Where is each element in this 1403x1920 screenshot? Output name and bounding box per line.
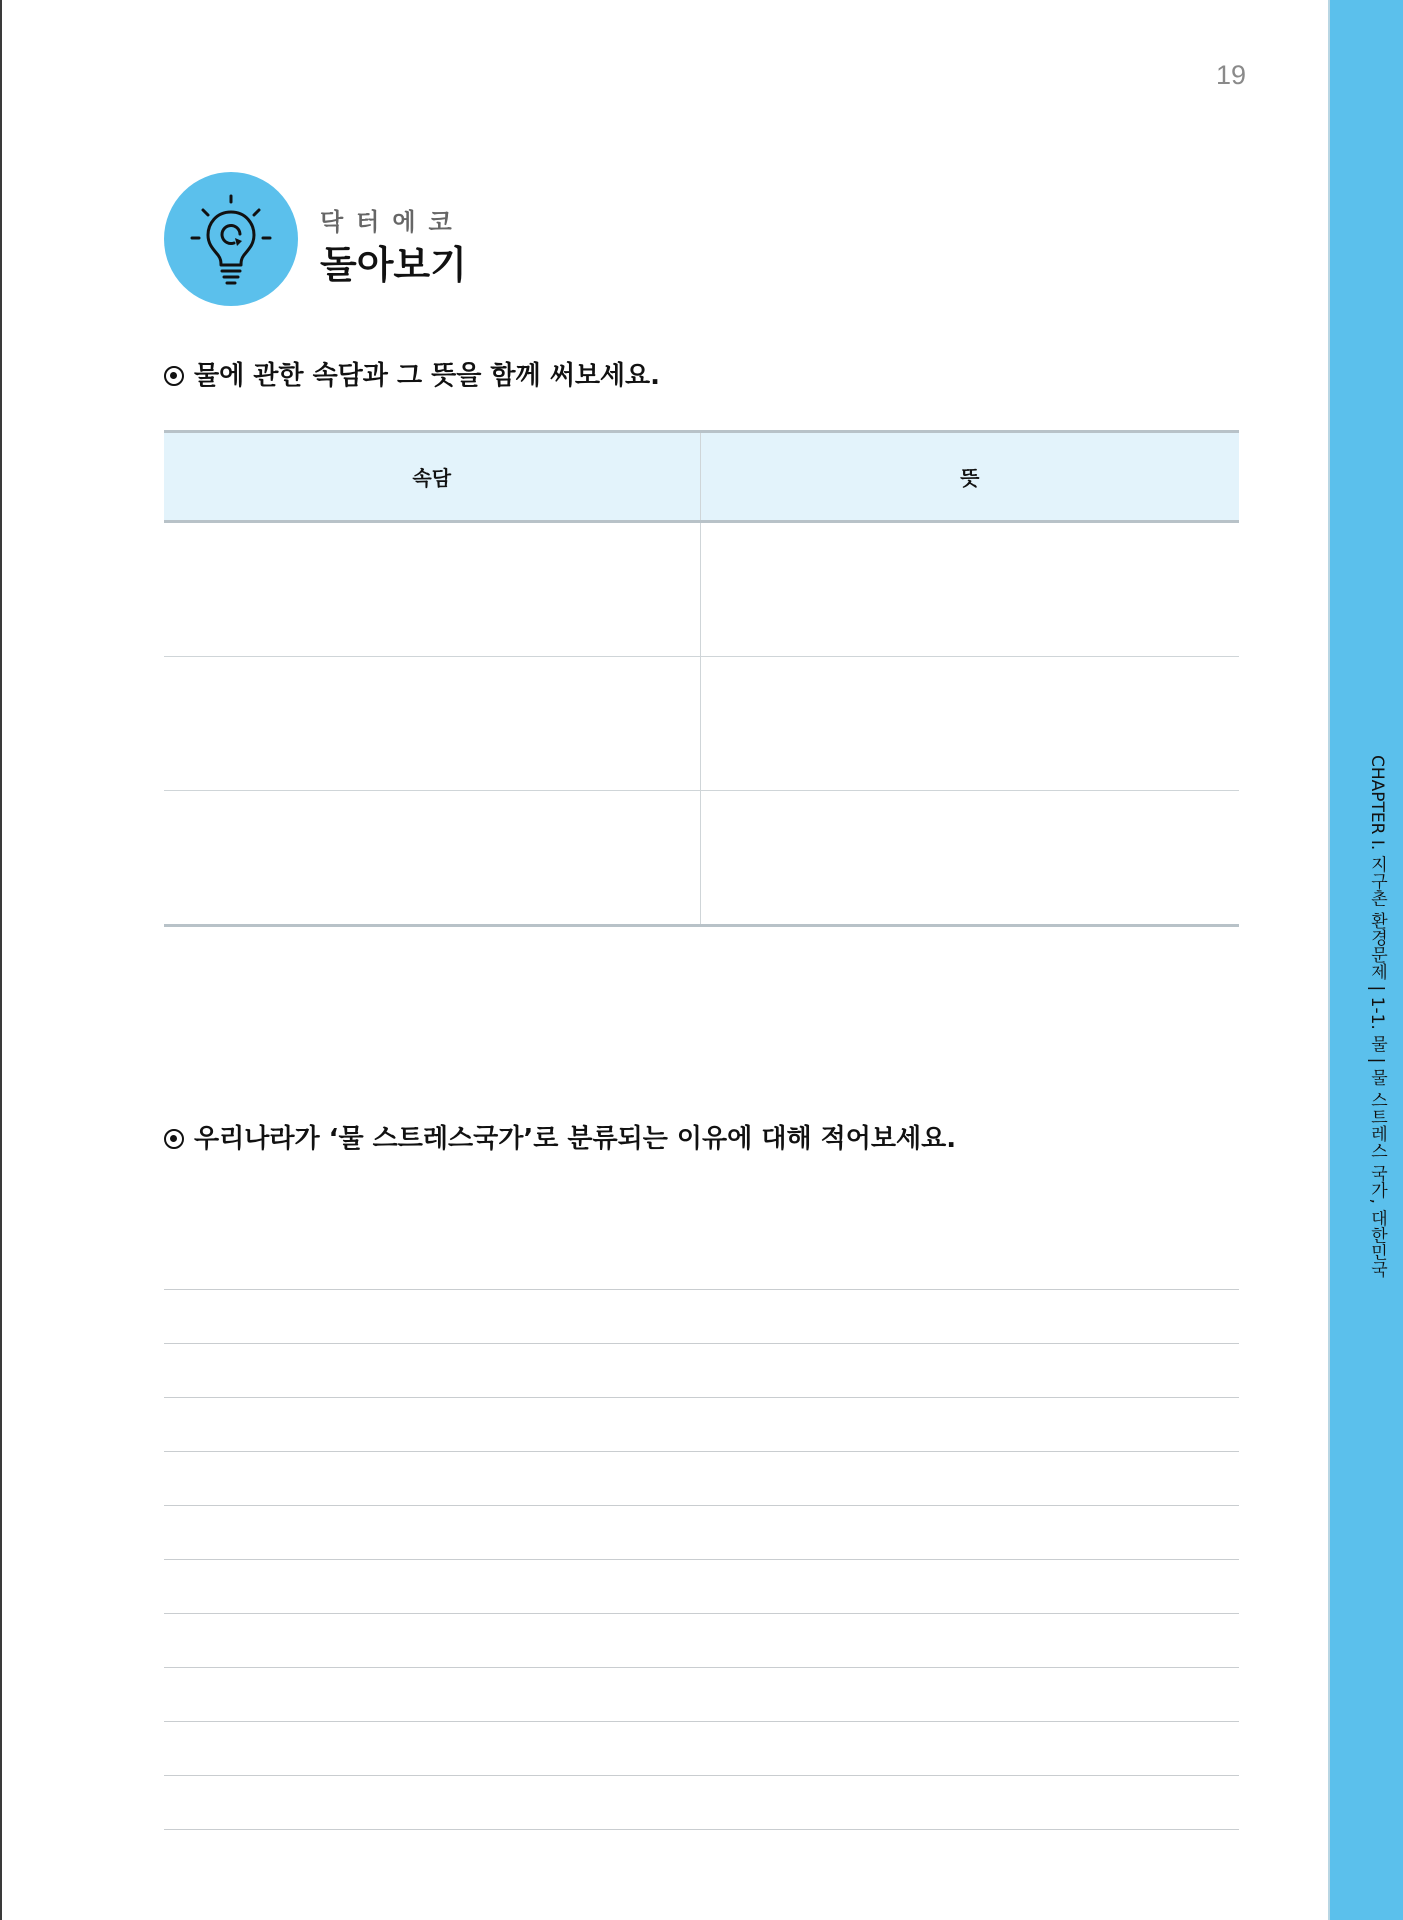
proverb-cell[interactable] xyxy=(164,791,700,926)
table-row xyxy=(164,522,1239,657)
brand-subtitle: 닥터에코 xyxy=(320,208,465,236)
meaning-cell[interactable] xyxy=(700,522,1239,657)
writing-line[interactable] xyxy=(164,1398,1239,1452)
writing-line[interactable] xyxy=(164,1668,1239,1722)
page-left-edge xyxy=(0,0,2,1920)
writing-line[interactable] xyxy=(164,1506,1239,1560)
writing-line[interactable] xyxy=(164,1614,1239,1668)
question-2 xyxy=(164,1118,956,1155)
proverb-cell[interactable] xyxy=(164,657,700,791)
writing-line[interactable] xyxy=(164,1452,1239,1506)
writing-line[interactable] xyxy=(164,1722,1239,1776)
writing-line[interactable] xyxy=(164,1776,1239,1830)
writing-line[interactable] xyxy=(164,1236,1239,1290)
column-header-proverb: 속담 xyxy=(164,432,700,522)
answer-writing-area[interactable] xyxy=(164,1236,1239,1830)
table-row xyxy=(164,791,1239,926)
meaning-cell[interactable] xyxy=(700,791,1239,926)
table-header-row xyxy=(164,432,1239,522)
proverb-table xyxy=(164,430,1239,927)
target-bullet-icon xyxy=(164,1129,184,1149)
lightbulb-icon xyxy=(164,172,298,306)
writing-line[interactable] xyxy=(164,1290,1239,1344)
writing-line[interactable] xyxy=(164,1344,1239,1398)
writing-line[interactable] xyxy=(164,1560,1239,1614)
target-bullet-icon xyxy=(164,366,184,386)
column-header-meaning: 뜻 xyxy=(700,432,1239,522)
page-number: 19 xyxy=(1215,60,1246,90)
section-title: 돌아보기 xyxy=(320,243,467,287)
logo-badge xyxy=(164,172,298,306)
chapter-sidebar-text: CHAPTER I. 지구촌 환경문제 | 1-1. 물 | 물 스트레스 국가, 대한민국 xyxy=(1367,755,1387,1278)
meaning-cell[interactable] xyxy=(700,657,1239,791)
proverb-cell[interactable] xyxy=(164,522,700,657)
question-1 xyxy=(164,355,660,392)
question-1-text: 물에 관한 속담과 그 뜻을 함께 써보세요. xyxy=(194,361,661,391)
table-row xyxy=(164,657,1239,791)
question-2-text: 우리나라가 ‘물 스트레스국가’로 분류되는 이유에 대해 적어보세요. xyxy=(194,1124,957,1154)
